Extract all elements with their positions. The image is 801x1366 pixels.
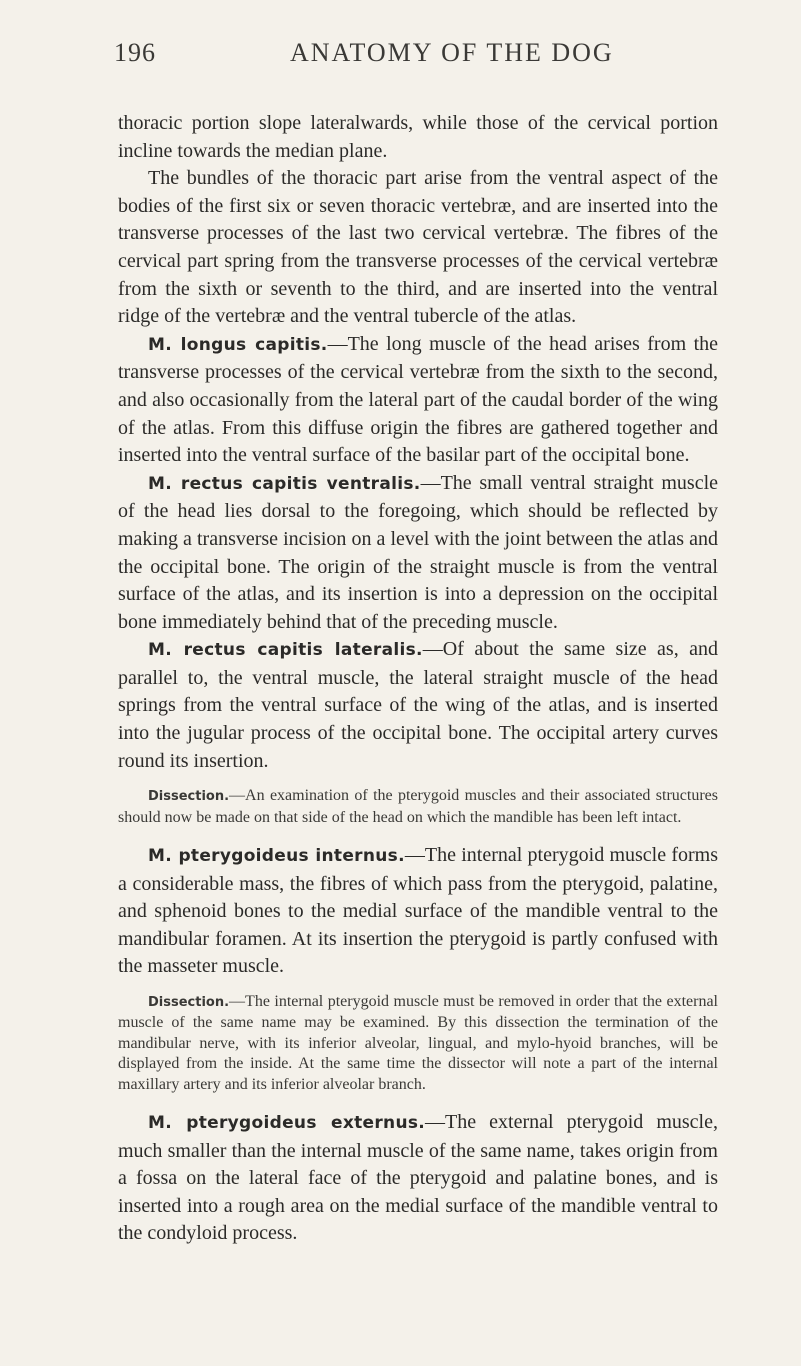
- muscle-heading: M. longus capitis.: [148, 334, 328, 355]
- running-title: ANATOMY OF THE DOG: [290, 38, 614, 67]
- paragraph-rectus-capitis-ventralis: [118, 470, 718, 637]
- muscle-heading: M. rectus capitis lateralis.: [148, 640, 423, 661]
- muscle-heading: M. pterygoideus internus.: [148, 846, 405, 867]
- paragraph-continuation: [118, 110, 718, 165]
- paragraph-text: The bundles of the thoracic part arise from the ventral aspect of the bodies of the first six or seven thoracic vertebræ, and are inserted into the transverse processes of the last two cervical vertebræ. The fibres of the cervical part spring from the transverse processes of the cervical vertebræ from the sixth or seventh to the third, and are inserted into the ventral ridge of the vertebræ and the ventral tubercle of the atlas.: [118, 167, 718, 328]
- paragraph-text: —The internal pterygoid muscle must be removed in order that the external muscle of the same name may be examined. By this dissection the termination of the mandibular nerve, with its inferior alveolar, lingual, and mylo-hyoid branches, will be displayed from the inside. At the same time the dissector will note a part of the internal maxillary artery and its inferior alveolar branch.: [118, 993, 718, 1093]
- paragraph-rectus-capitis-lateralis: [118, 636, 718, 775]
- dissection-heading: Dissection.: [148, 995, 230, 1011]
- paragraph-pterygoideus-internus: [118, 842, 718, 981]
- paragraph-text: thoracic portion slope lateralwards, while those of the cervical portion incline towards the median plane.: [118, 112, 718, 162]
- muscle-heading: M. pterygoideus externus.: [148, 1113, 426, 1134]
- paragraph-text: —The small ventral straight muscle of the head lies dorsal to the foregoing, which should be reflected by making a transverse incision on a level with the joint between the atlas and the occipital bone. The origin of the straight muscle is from the ventral surface of the atlas, and its insertion is into a depression on the occipital bone immediately behind that of the preceding muscle.: [118, 471, 719, 633]
- paragraph-text: —The long muscle of the head arises from the transverse processes of the cervical vertebræ from the sixth to the second, and also occasionally from the lateral part of the caudal border of the wing of the atlas. From this diffuse origin the fibres are gathered together and inserted into the ventral surface of the basilar part of the occipital bone.: [118, 332, 719, 467]
- paragraph-text: —The external pterygoid muscle, much smaller than the internal muscle of the same name, takes origin from a fossa on the lateral face of the pterygoid and palatine bones, and is inserted into a rough area on the medial surface of the mandible ventral to the condyloid process.: [118, 1111, 718, 1245]
- paragraph-text: —The internal pterygoid muscle forms a considerable mass, the fibres of which pass from the pterygoid, palatine, and sphenoid bones to the medial surface of the mandible ventral to the mandibular foramen. At its insertion the pterygoid is partly confused with the masseter muscle.: [118, 844, 718, 978]
- muscle-heading: M. rectus capitis ventralis.: [148, 473, 421, 494]
- paragraph-text: —Of about the same size as, and parallel to, the ventral muscle, the lateral straight muscle of the head springs from the ventral surface of the wing of the atlas, and is inserted into the jugular process of the occipital bone. The occipital artery curves round its insertion.: [118, 638, 719, 772]
- paragraph-text: —An examination of the pterygoid muscles and their associated structures should now be made on that side of the head on which the mandible has been left intact.: [118, 787, 718, 826]
- dissection-note: [118, 992, 718, 1095]
- paragraph-longus-capitis: [118, 331, 718, 470]
- dissection-heading: Dissection.: [148, 789, 230, 805]
- page-number: 196: [114, 38, 156, 67]
- paragraph-thoracic-cervical-bundles: [118, 165, 718, 331]
- paragraph-pterygoideus-externus: [118, 1109, 718, 1248]
- page-body: [118, 110, 718, 1248]
- dissection-note: [118, 786, 718, 828]
